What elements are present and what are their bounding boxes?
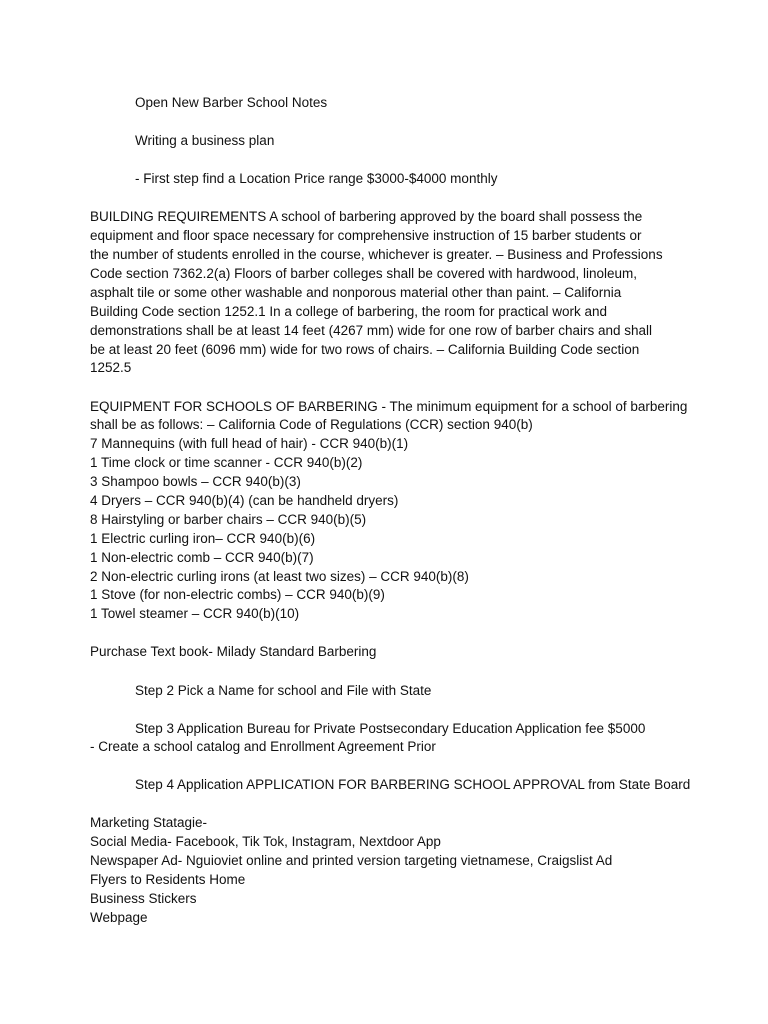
- marketing-item: Business Stickers: [90, 891, 197, 906]
- equipment-item: 1 Stove (for non-electric combs) – CCR 940(b)(9): [90, 587, 385, 602]
- equipment-item: 1 Non-electric comb – CCR 940(b)(7): [90, 550, 314, 565]
- building-requirements-line: Building Code section 1252.1 In a college of barbering, the room for practical work and: [90, 304, 608, 319]
- step-line: - Create a school catalog and Enrollment Agreement Prior: [90, 739, 436, 754]
- doc-line: Purchase Text book- Milady Standard Barbering: [90, 644, 377, 659]
- marketing-item: Social Media- Facebook, Tik Tok, Instagram, Nextdoor App: [90, 834, 441, 849]
- step-line: Step 4 Application APPLICATION FOR BARBERING SCHOOL APPROVAL from State Board: [135, 777, 691, 792]
- equipment-item: 1 Electric curling iron– CCR 940(b)(6): [90, 531, 316, 546]
- marketing-heading: Marketing Statagie-: [90, 815, 208, 830]
- doc-line: Writing a business plan: [135, 133, 275, 148]
- equipment-item: 3 Shampoo bowls – CCR 940(b)(3): [90, 474, 301, 489]
- equipment-item: 7 Mannequins (with full head of hair) - CCR 940(b)(1): [90, 436, 409, 451]
- step-line: Step 3 Application Bureau for Private Postsecondary Education Application fee $5000: [135, 721, 646, 736]
- building-requirements-line: the number of students enrolled in the course, whichever is greater. – Business and Professions: [90, 247, 663, 262]
- marketing-item: Newspaper Ad- Nguioviet online and printed version targeting vietnamese, Craigslist Ad: [90, 853, 613, 868]
- step-line: Step 2 Pick a Name for school and File with State: [135, 683, 432, 698]
- building-requirements-line: be at least 20 feet (6096 mm) wide for two rows of chairs. – California Building Code section: [90, 342, 640, 357]
- equipment-item: 1 Towel steamer – CCR 940(b)(10): [90, 606, 300, 621]
- building-requirements-line: 1252.5: [90, 360, 132, 375]
- building-requirements-line: Code section 7362.2(a) Floors of barber colleges shall be covered with hardwood, linoleum,: [90, 266, 638, 281]
- equipment-item: 8 Hairstyling or barber chairs – CCR 940(b)(5): [90, 512, 367, 527]
- equipment-item: 2 Non-electric curling irons (at least two sizes) – CCR 940(b)(8): [90, 569, 469, 584]
- building-requirements-line: asphalt tile or some other washable and nonporous material other than paint. – California: [90, 285, 622, 300]
- building-requirements-line: equipment and floor space necessary for comprehensive instruction of 15 barber students or: [90, 228, 642, 243]
- equipment-line: EQUIPMENT FOR SCHOOLS OF BARBERING - The minimum equipment for a school of barbering: [90, 399, 688, 414]
- doc-title: Open New Barber School Notes: [135, 95, 328, 110]
- building-requirements-line: demonstrations shall be at least 14 feet (4267 mm) wide for one row of barber chairs and shall: [90, 323, 653, 338]
- doc-line: - First step find a Location Price range $3000-$4000 monthly: [135, 171, 498, 186]
- equipment-line: shall be as follows: – California Code of Regulations (CCR) section 940(b): [90, 417, 533, 432]
- marketing-item: Webpage: [90, 910, 148, 925]
- equipment-item: 4 Dryers – CCR 940(b)(4) (can be handheld dryers): [90, 493, 399, 508]
- equipment-item: 1 Time clock or time scanner - CCR 940(b)(2): [90, 455, 363, 470]
- building-requirements-line: BUILDING REQUIREMENTS A school of barbering approved by the board shall possess the: [90, 209, 643, 224]
- marketing-item: Flyers to Residents Home: [90, 872, 246, 887]
